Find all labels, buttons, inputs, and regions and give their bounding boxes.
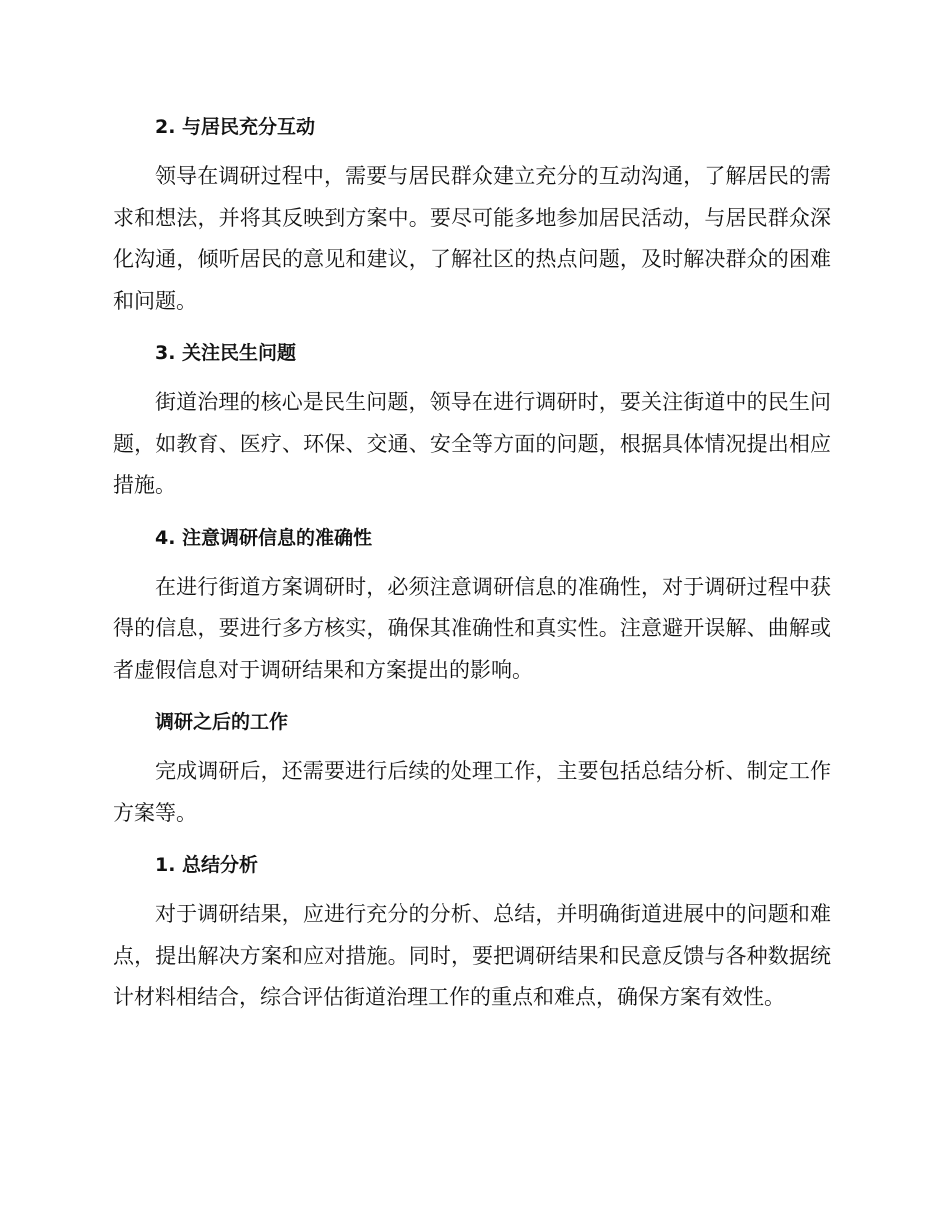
section-paragraph: 街道治理的核心是民生问题，领导在进行调研时，要关注街道中的民生问题，如教育、医疗、环保、交通、安全等方面的问题，根据具体情况提出相应措施。 <box>113 390 831 497</box>
section-heading: 1. 总结分析 <box>155 854 259 876</box>
section-paragraph: 对于调研结果，应进行充分的分析、总结，并明确街道进展中的问题和难点，提出解决方案和应对措施。同时，要把调研结果和民意反馈与各种数据统计材料相结合，综合评估街道治理工作的重点和难点，确保方案有效性。 <box>113 902 831 1009</box>
section-heading: 3. 关注民生问题 <box>155 342 297 364</box>
section-paragraph: 领导在调研过程中，需要与居民群众建立充分的互动沟通，了解居民的需求和想法，并将其反映到方案中。要尽可能多地参加居民活动，与居民群众深化沟通，倾听居民的意见和建议，了解社区的热点问题，及时解决群众的困难和问题。 <box>113 164 831 313</box>
document-page <box>113 106 831 1029</box>
section-heading: 4. 注意调研信息的准确性 <box>155 526 373 549</box>
section-paragraph: 在进行街道方案调研时，必须注意调研信息的准确性，对于调研过程中获得的信息，要进行多方核实，确保其准确性和真实性。注意避开误解、曲解或者虚假信息对于调研结果和方案提出的影响。 <box>113 574 831 682</box>
section-paragraph: 完成调研后，还需要进行后续的处理工作，主要包括总结分析、制定工作方案等。 <box>113 759 831 825</box>
section-heading: 调研之后的工作 <box>155 711 289 733</box>
section-heading: 2. 与居民充分互动 <box>155 116 316 138</box>
